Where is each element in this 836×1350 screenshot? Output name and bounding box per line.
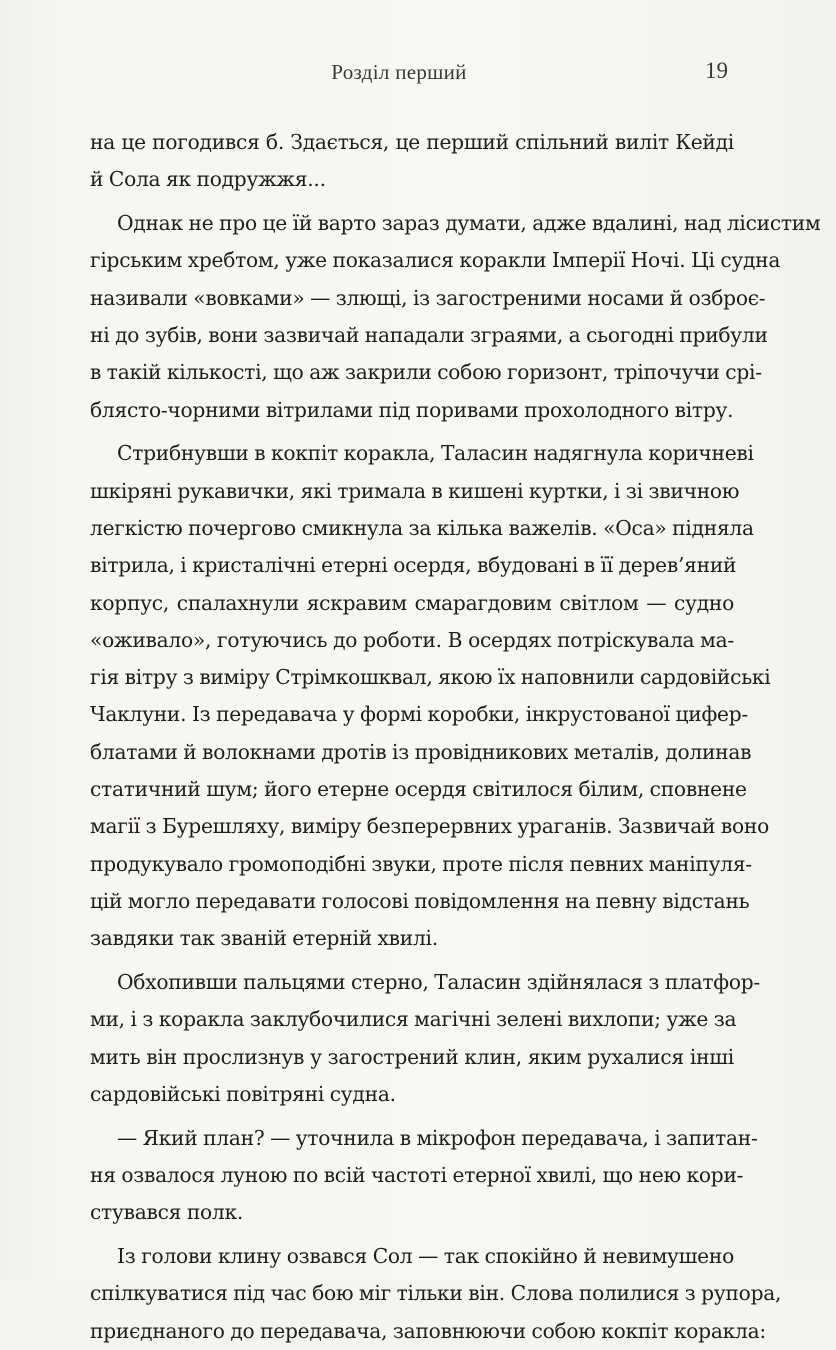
paragraph	[90, 435, 771, 957]
text-line: вітрила, і кристалічні етерні осердя, вбудовані в її дерев’яний	[90, 553, 737, 578]
text-line: ня озвалося луною по всій частоті етерної хвилі, що нею кори-	[90, 1163, 744, 1188]
text-line: гія вітру з виміру Стрімкошквал, якою їх наповнили сардовійські	[90, 665, 771, 690]
text-line: Із голови клину озвався Сол — так спокійно й невимушено	[117, 1244, 734, 1269]
text-line: спілкуватися під час бою міг тільки він. Слова полилися з рупора,	[90, 1281, 782, 1306]
running-header	[0, 58, 836, 88]
text-line: й Сола як подружжя...	[90, 167, 326, 192]
text-line: Чаклуни. Із передавача у формі коробки, інкрустованої цифер-	[90, 702, 748, 727]
text-line: стувався полк.	[90, 1200, 244, 1225]
body-text	[90, 124, 821, 1350]
text-line: блатами й волокнами дротів із провідникових металів, долинав	[90, 739, 752, 764]
text-line: гірським хребтом, уже показалися коракли Імперії Ночі. Ці судна	[90, 248, 781, 273]
text-line: мить він прослизнув у загострений клин, яким рухалися інші	[90, 1044, 734, 1069]
text-line: в такій кількості, що аж закрили собою горизонт, тріпочучи срі-	[90, 360, 762, 385]
text-line: завдяки так званій етерній хвилі.	[90, 926, 438, 951]
text-line: називали «вовками» — злющі, із загостреними носами й озброє-	[90, 285, 766, 310]
paragraph	[90, 205, 821, 429]
text-line: шкіряні рукавички, які тримала в кишені куртки, і зі звичною	[90, 478, 740, 503]
text-line: сардовійські повітряні судна.	[90, 1081, 396, 1106]
paragraph	[90, 1120, 758, 1232]
text-line: Однак не про це їй варто зараз думати, адже вдалині, над лісистим	[117, 211, 821, 236]
text-line: продукувало громоподібні звуки, проте після певних маніпуля-	[90, 851, 752, 876]
text-line: магії з Бурешляху, виміру безперервних ураганів. Зазвичай воно	[90, 814, 770, 839]
text-line: — Який план? — уточнила в мікрофон передавача, і запитан-	[117, 1125, 758, 1150]
text-line: легкістю почергово смикнула за кілька важелів. «Оса» підняла	[90, 515, 754, 540]
text-line: цій могло передавати голосові повідомлення на певну відстань	[90, 888, 750, 913]
chapter-title: Розділ перший	[331, 60, 467, 84]
text-line: на це погодився б. Здається, це перший спільний виліт Кейді	[90, 130, 734, 154]
page-number: 19	[705, 58, 728, 83]
text-line: корпус, спалахнули яскравим смарагдовим світлом — судно	[90, 590, 734, 615]
paragraph	[90, 1238, 782, 1350]
text-line: статичний шум; його етерне осердя світилося білим, сповнене	[90, 777, 747, 802]
paragraph	[90, 124, 734, 199]
text-line: «оживало», готуючись до роботи. В осердях потріскувала ма-	[90, 627, 734, 652]
text-line: Обхопивши пальцями стерно, Таласин здійнялася з платфор-	[117, 970, 761, 995]
text-line: приєднаного до передавача, заповнюючи собою кокпіт коракла:	[90, 1318, 766, 1343]
paragraph	[90, 964, 761, 1113]
text-line: блясто-чорними вітрилами під поривами прохолодного вітру.	[90, 397, 734, 422]
text-line: Стрибнувши в кокпіт коракла, Таласин надягнула коричневі	[117, 441, 754, 466]
text-line: ні до зубів, вони зазвичай нападали зграями, а сьогодні прибули	[90, 322, 768, 347]
text-line: ми, і з коракла заклубочилися магічні зелені вихлопи; уже за	[90, 1007, 737, 1032]
